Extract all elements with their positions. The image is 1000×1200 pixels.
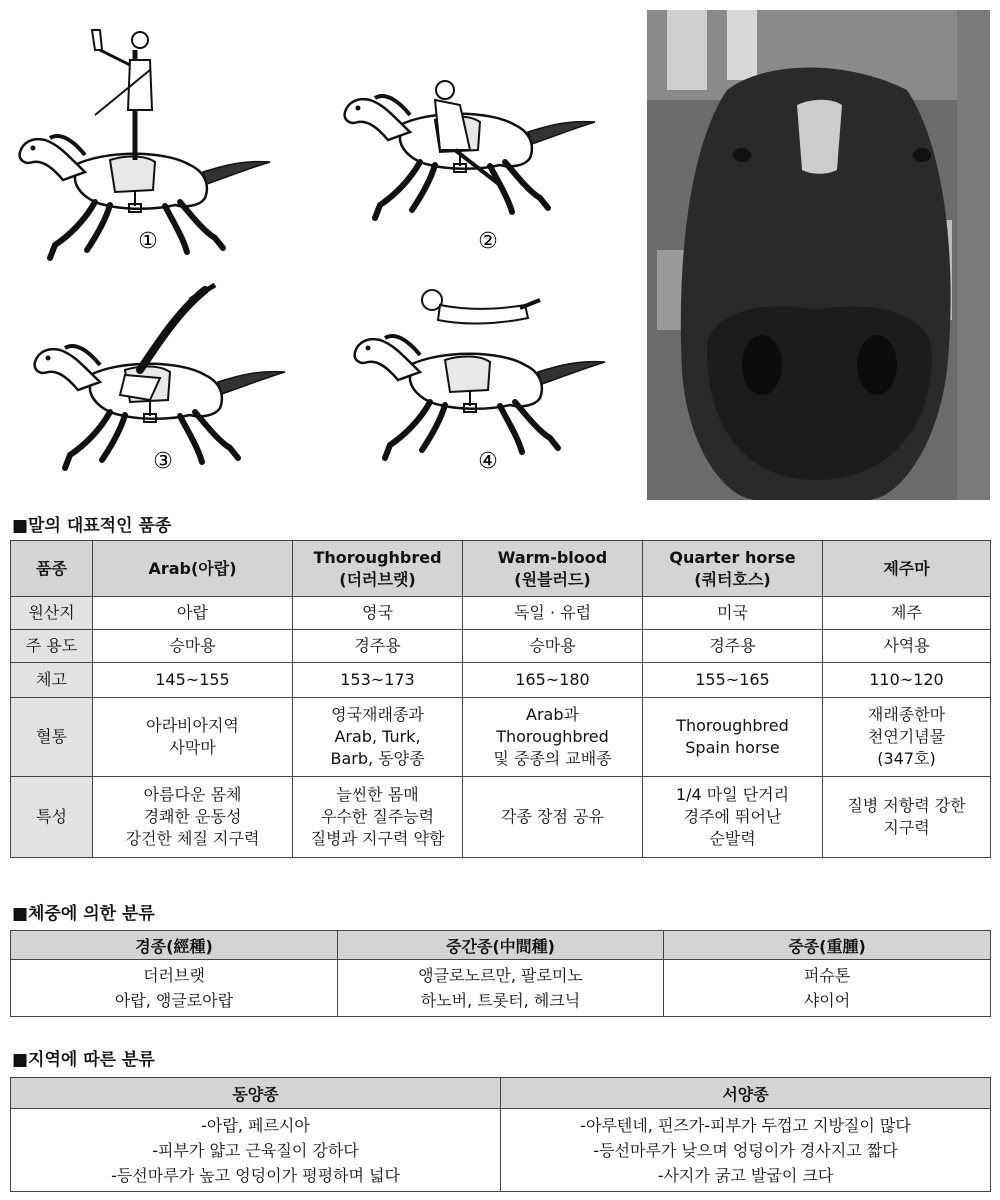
table-cell: 퍼슈톤 샤이어 xyxy=(664,960,991,1017)
table-cell: 미국 xyxy=(643,597,823,630)
row-label: 혈통 xyxy=(11,698,93,777)
table-row xyxy=(11,960,991,1017)
table-header-cell: 경종(經種) xyxy=(11,931,338,960)
table-cell: 경주용 xyxy=(293,630,463,663)
table-cell: 경주용 xyxy=(643,630,823,663)
table-header-row xyxy=(11,541,991,597)
region-classification-table xyxy=(10,1077,991,1192)
table-header-cell: 중간종(中間種) xyxy=(338,931,664,960)
rider-figure-3 xyxy=(35,285,285,474)
table-cell: 승마용 xyxy=(93,630,293,663)
table-row xyxy=(11,663,991,698)
table-cell: 아름다운 몸체 경쾌한 운동성 강건한 체질 지구력 xyxy=(93,777,293,858)
table-header-cell: 제주마 xyxy=(823,541,991,597)
table-cell: 145~155 xyxy=(93,663,293,698)
rider-figure-1 xyxy=(20,30,270,258)
table-cell: 아랍 xyxy=(93,597,293,630)
table-cell: 110~120 xyxy=(823,663,991,698)
table-cell: 제주 xyxy=(823,597,991,630)
table-cell: 아라비아지역 사막마 xyxy=(93,698,293,777)
table-cell: Arab과 Thoroughbred 및 중종의 교배종 xyxy=(463,698,643,777)
table-row xyxy=(11,597,991,630)
weight-classification-table xyxy=(10,930,991,1017)
figure-label-4: ④ xyxy=(478,449,498,474)
table-cell: 질병 저항력 강한 지구력 xyxy=(823,777,991,858)
table-cell: 165~180 xyxy=(463,663,643,698)
table-header-row xyxy=(11,1078,991,1109)
row-label: 특성 xyxy=(11,777,93,858)
table-row xyxy=(11,777,991,858)
horse-face-photo xyxy=(647,10,990,500)
table-cell: -아루텐네, 핀즈가-피부가 두껍고 지방질이 많다 -등선마루가 낮으며 엉덩이가 경사지고 짧다 -사지가 굵고 발굽이 크다 xyxy=(501,1109,991,1192)
table-cell: 앵글로노르만, 팔로미노 하노버, 트롯터, 헤크닉 xyxy=(338,960,664,1017)
rider-illustrations xyxy=(0,0,640,500)
table-header-cell: 중종(重腫) xyxy=(664,931,991,960)
table-header-row xyxy=(11,931,991,960)
table-cell: 더러브랫 아랍, 앵글로아랍 xyxy=(11,960,338,1017)
table-cell: 사역용 xyxy=(823,630,991,663)
table-header-cell: 동양종 xyxy=(11,1078,501,1109)
table-cell: 영국재래종과 Arab, Turk, Barb, 동양종 xyxy=(293,698,463,777)
table-cell: 153~173 xyxy=(293,663,463,698)
figure-label-2: ② xyxy=(478,229,498,254)
table-row xyxy=(11,1109,991,1192)
rider-figure-2 xyxy=(345,81,595,254)
region-section-title: ■지역에 따른 분류 xyxy=(12,1050,155,1070)
rider-figure-4 xyxy=(355,290,605,474)
table-cell: 늘씬한 몸매 우수한 질주능력 질병과 지구력 약함 xyxy=(293,777,463,858)
weight-section-title: ■체중에 의한 분류 xyxy=(12,904,155,924)
table-header-cell: Warm-blood (원블러드) xyxy=(463,541,643,597)
table-header-cell: Thoroughbred (더러브랫) xyxy=(293,541,463,597)
table-header-cell: Quarter horse (쿼터호스) xyxy=(643,541,823,597)
row-label: 원산지 xyxy=(11,597,93,630)
row-label: 주 용도 xyxy=(11,630,93,663)
table-header-cell: 서양종 xyxy=(501,1078,991,1109)
figure-label-1: ① xyxy=(138,229,158,254)
row-label: 체고 xyxy=(11,663,93,698)
breeds-section-title: ■말의 대표적인 품종 xyxy=(12,516,172,536)
table-cell: 재래종한마 천연기념물 (347호) xyxy=(823,698,991,777)
table-cell: 영국 xyxy=(293,597,463,630)
table-header-cell: Arab(아랍) xyxy=(93,541,293,597)
figure-label-3: ③ xyxy=(153,449,173,474)
table-cell: 독일 · 유럽 xyxy=(463,597,643,630)
table-cell: 승마용 xyxy=(463,630,643,663)
table-row xyxy=(11,698,991,777)
table-cell: 각종 장점 공유 xyxy=(463,777,643,858)
table-cell: 1/4 마일 단거리 경주에 뛰어난 순발력 xyxy=(643,777,823,858)
table-cell: Thoroughbred Spain horse xyxy=(643,698,823,777)
table-header-cell: 품종 xyxy=(11,541,93,597)
table-row xyxy=(11,630,991,663)
breeds-table xyxy=(10,540,991,858)
table-cell: 155~165 xyxy=(643,663,823,698)
table-cell: -아랍, 페르시아 -피부가 얇고 근육질이 강하다 -등선마루가 높고 엉덩이가 평평하며 넓다 xyxy=(11,1109,501,1192)
